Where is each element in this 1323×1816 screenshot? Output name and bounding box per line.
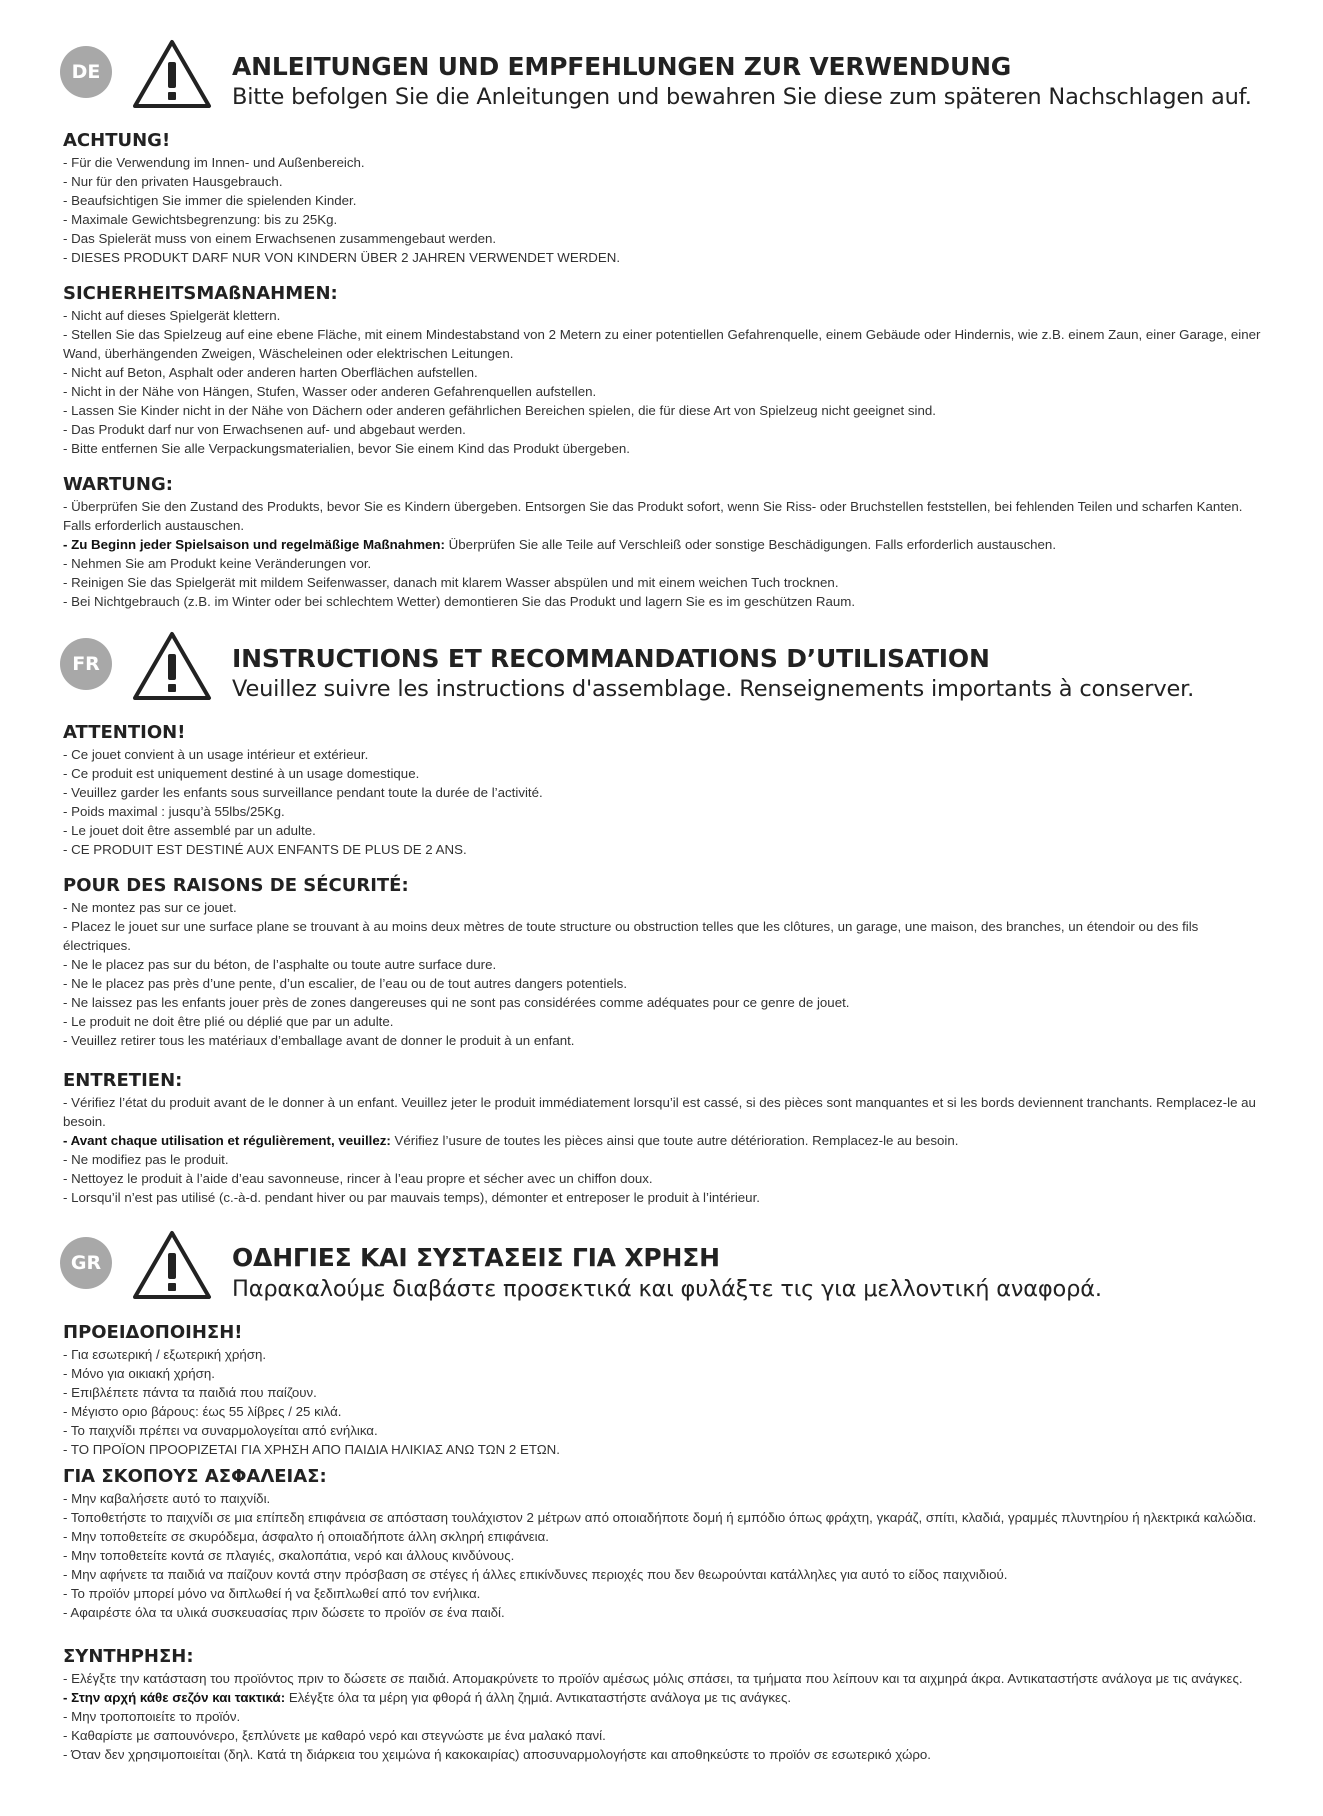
list-item: - Ne modifiez pas le produit. [63,1152,229,1167]
list-item: - Für die Verwendung im Innen- und Außenbereich. [63,155,365,170]
list-item: - Überprüfen Sie den Zustand des Produkts, bevor Sie es Kindern übergeben. Entsorgen Sie das Produkt sofort, wenn Sie Riss- oder Bruchstellen feststellen, bei fehlenden Teilen und scharfen Kanten. Falls erforderlich austauschen. [63,499,1243,533]
section-heading: ATTENTION! [63,722,186,743]
page-subtitle: Παρακαλούμε διαβάστε προσεκτικά και φυλάξτε τις για μελλοντική αναφορά. [232,1276,1102,1302]
list-item: - Placez le jouet sur une surface plane se trouvant à au moins deux mètres de toute structure ou obstruction telles que les clôtures, un garage, une maison, des branches, un étendoir ou des fils électriques. [63,919,1199,953]
section-heading: ACHTUNG! [63,130,171,151]
safety-section [63,283,1263,458]
warning-section [63,130,1263,267]
page-subtitle: Bitte befolgen Sie die Anleitungen und bewahren Sie diese zum späteren Nachschlagen auf. [232,84,1252,110]
list-item: - Veuillez garder les enfants sous surveillance pendant toute la durée de l’activité. [63,785,543,800]
bold-label: - Avant chaque utilisation et régulièrement, veuillez: [63,1133,391,1148]
list-item: - Das Produkt darf nur von Erwachsenen auf- und abgebaut werden. [63,422,466,437]
list-item: - Vérifiez l’état du produit avant de le donner à un enfant. Veuillez jeter le produit immédiatement lorsqu’il est cassé, si des pièces sont manquantes et si les bords deviennent tranchants. Remplacez-le au besoin. [63,1095,1256,1129]
list-item: - Nicht auf dieses Spielgerät klettern. [63,308,281,323]
list-item: - Le produit ne doit être plié ou déplié que par un adulte. [63,1014,394,1029]
list-item: - Ne le placez pas sur du béton, de l’asphalte ou toute autre surface dure. [63,957,497,972]
maintenance-section [63,1646,1263,1764]
section-heading: SICHERHEITSMAßNAHMEN: [63,283,338,304]
bold-label: - Zu Beginn jeder Spielsaison und regelmäßige Maßnahmen: [63,537,445,552]
warning-triangle-icon [130,36,214,112]
page-subtitle: Veuillez suivre les instructions d'assemblage. Renseignements importants à conserver. [232,676,1195,702]
list-item: - Bei Nichtgebrauch (z.B. im Winter oder bei schlechtem Wetter) demontieren Sie das Produkt und lagern Sie es im geschützen Raum. [63,594,856,609]
list-item: - Lassen Sie Kinder nicht in der Nähe von Dächern oder anderen gefährlichen Bereichen spielen, die für diese Art von Spielzeug nicht geeignet sind. [63,403,936,418]
bold-label: - Στην αρχή κάθε σεζόν και τακτικά: [63,1690,286,1705]
section-heading: ΠΡΟΕΙΔΟΠΟΙΗΣΗ! [63,1322,243,1343]
list-item: - Nehmen Sie am Produkt keine Veränderungen vor. [63,556,372,571]
list-item [63,1688,1263,1707]
list-item: - Καθαρίστε με σαπουνόνερο, ξεπλύνετε με καθαρό νερό και στεγνώστε με ένα μαλακό πανί. [63,1728,606,1743]
list-item: - Τοποθετήστε το παιχνίδι σε μια επίπεδη επιφάνεια σε απόσταση τουλάχιστον 2 μέτρων από οποιαδήποτε δομή ή εμπόδιο όπως φράχτη, γκαράζ, σπίτι, κλαδιά, γραμμές πλυντηρίου ή ηλεκτρικά καλώδια. [63,1510,1257,1525]
language-badge-de: DE [60,46,112,98]
language-badge-fr: FR [60,638,112,690]
bold-item-text: Ελέγξτε όλα τα μέρη για φθορά ή άλλη ζημιά. Αντικαταστήστε ανάλογα με τις ανάγκες. [285,1690,792,1705]
section-heading: WARTUNG: [63,474,173,495]
safety-section [63,875,1263,1050]
list-item: - Το προϊόν μπορεί μόνο να διπλωθεί ή να ξεδιπλωθεί από τον ενήλικα. [63,1586,481,1601]
list-item: - Μην τοποθετείτε κοντά σε πλαγιές, σκαλοπάτια, νερό και άλλους κινδύνους. [63,1548,515,1563]
list-item: - Το παιχνίδι πρέπει να συναρμολογείται από ενήλικα. [63,1423,378,1438]
list-item: - Bitte entfernen Sie alle Verpackungsmaterialien, bevor Sie einem Kind das Produkt übergeben. [63,441,630,456]
list-item: - Veuillez retirer tous les matériaux d’emballage avant de donner le produit à un enfant. [63,1033,575,1048]
page-title: ΟΔΗΓΙΕΣ ΚΑΙ ΣΥΣΤΑΣΕΙΣ ΓΙΑ ΧΡΗΣΗ [232,1243,720,1272]
language-badge-gr: GR [60,1237,112,1289]
list-item: - Stellen Sie das Spielzeug auf eine ebene Fläche, mit einem Mindestabstand von 2 Metern zu einer potentiellen Gefahrenquelle, einem Gebäude oder Hindernis, wie z.B. einem Zaun, einer Garage, einer Wand, überhängenden Zweigen, Wäscheleinen oder elektrischen Leitungen. [63,327,1261,361]
maintenance-section [63,474,1263,611]
page-title: INSTRUCTIONS ET RECOMMANDATIONS D’UTILISATION [232,644,990,673]
list-item: - Nicht auf Beton, Asphalt oder anderen harten Oberflächen aufstellen. [63,365,478,380]
list-item: - Ce produit est uniquement destiné à un usage domestique. [63,766,420,781]
list-item: - DIESES PRODUKT DARF NUR VON KINDERN ÜBER 2 JAHREN VERWENDET WERDEN. [63,250,621,265]
list-item: - Μέγιστο οριο βάρους: έως 55 λίβρες / 25 κιλά. [63,1404,342,1419]
list-item: - ΤΟ ΠΡΟΪΟΝ ΠΡΟΟΡΙΖΕΤΑΙ ΓΙΑ ΧΡΗΣΗ ΑΠΟ ΠΑΙΔΙΑ ΗΛΙΚΙΑΣ ΑΝΩ ΤΩΝ 2 ΕΤΩΝ. [63,1442,560,1457]
section-heading: POUR DES RAISONS DE SÉCURITÉ: [63,875,409,896]
warning-triangle-icon [130,1227,214,1303]
warning-triangle-icon [130,628,214,704]
list-item: - Nettoyez le produit à l’aide d’eau savonneuse, rincer à l’eau propre et sécher avec un chiffon doux. [63,1171,653,1186]
list-item: - Μόνο για οικιακή χρήση. [63,1366,215,1381]
list-item: - Αφαιρέστε όλα τα υλικά συσκευασίας πριν δώσετε το προϊόν σε ένα παιδί. [63,1605,505,1620]
list-item: - Ne laissez pas les enfants jouer près de zones dangereuses qui ne sont pas considérées comme adéquates pour ce genre de jouet. [63,995,850,1010]
list-item: - Μην αφήνετε τα παιδιά να παίζουν κοντά στην πρόσβαση σε στέγες ή άλλες επικίνδυνες περιοχές που δεν θεωρούνται κατάλληλες για αυτό το είδος παιχνιδιού. [63,1567,1008,1582]
warning-section [63,1322,1263,1459]
warning-section [63,722,1263,859]
list-item: - Επιβλέπετε πάντα τα παιδιά που παίζουν. [63,1385,317,1400]
list-item: - Μην τοποθετείτε σε σκυρόδεμα, άσφαλτο ή οποιαδήποτε άλλη σκληρή επιφάνεια. [63,1529,549,1544]
list-item: - Μην καβαλήσετε αυτό το παιχνίδι. [63,1491,271,1506]
list-item [63,535,1263,554]
list-item: - Ce jouet convient à un usage intérieur et extérieur. [63,747,369,762]
list-item: - Μην τροποποιείτε το προϊόν. [63,1709,241,1724]
page-title: ANLEITUNGEN UND EMPFEHLUNGEN ZUR VERWENDUNG [232,52,1012,81]
list-item: - Ελέγξτε την κατάσταση του προϊόντος πριν το δώσετε σε παιδιά. Απομακρύνετε το προϊόν αμέσως μόλις σπάσει, τα τμήματα που λείπουν και τα αιχμηρά άκρα. Αντικαταστήστε ανάλογα με τις ανάγκες. [63,1671,1243,1686]
bold-item-text: Überprüfen Sie alle Teile auf Verschleiß oder sonstige Beschädigungen. Falls erforderlich austauschen. [444,537,1057,552]
list-item: - Όταν δεν χρησιμοποιείται (δηλ. Κατά τη διάρκεια του χειμώνα ή κακοκαιρίας) αποσυναρμολογήστε και αποθηκεύστε το προϊόν σε εσωτερικό χώρο. [63,1747,931,1762]
list-item: - Maximale Gewichtsbegrenzung: bis zu 25Kg. [63,212,338,227]
list-item: - Reinigen Sie das Spielgerät mit mildem Seifenwasser, danach mit klarem Wasser abspülen und mit einem weichen Tuch trocknen. [63,575,839,590]
list-item: - Ne le placez pas près d’une pente, d’un escalier, de l’eau ou de tout autres dangers potentiels. [63,976,628,991]
maintenance-section [63,1070,1263,1207]
list-item: - Ne montez pas sur ce jouet. [63,900,237,915]
list-item: - Le jouet doit être assemblé par un adulte. [63,823,316,838]
list-item: - Poids maximal : jusqu’à 55lbs/25Kg. [63,804,285,819]
list-item: - Nur für den privaten Hausgebrauch. [63,174,283,189]
section-heading: ΣΥΝΤΗΡΗΣΗ: [63,1646,194,1667]
list-item: - CE PRODUIT EST DESTINÉ AUX ENFANTS DE PLUS DE 2 ANS. [63,842,467,857]
list-item: - Nicht in der Nähe von Hängen, Stufen, Wasser oder anderen Gefahrenquellen aufstellen. [63,384,597,399]
list-item: - Lorsqu’il n’est pas utilisé (c.-à-d. pendant hiver ou par mauvais temps), démonter et entreposer le produit à l’intérieur. [63,1190,760,1205]
safety-section [63,1466,1263,1622]
bold-item-text: Vérifiez l’usure de toutes les pièces ainsi que toute autre détérioration. Remplacez-le au besoin. [390,1133,959,1148]
list-item [63,1131,1263,1150]
section-heading: ENTRETIEN: [63,1070,183,1091]
list-item: - Beaufsichtigen Sie immer die spielenden Kinder. [63,193,357,208]
list-item: - Για εσωτερική / εξωτερική χρήση. [63,1347,267,1362]
section-heading: ΓΙΑ ΣΚΟΠΟΥΣ ΑΣΦΑΛΕΙΑΣ: [63,1466,327,1487]
list-item: - Das Spielerät muss von einem Erwachsenen zusammengebaut werden. [63,231,497,246]
